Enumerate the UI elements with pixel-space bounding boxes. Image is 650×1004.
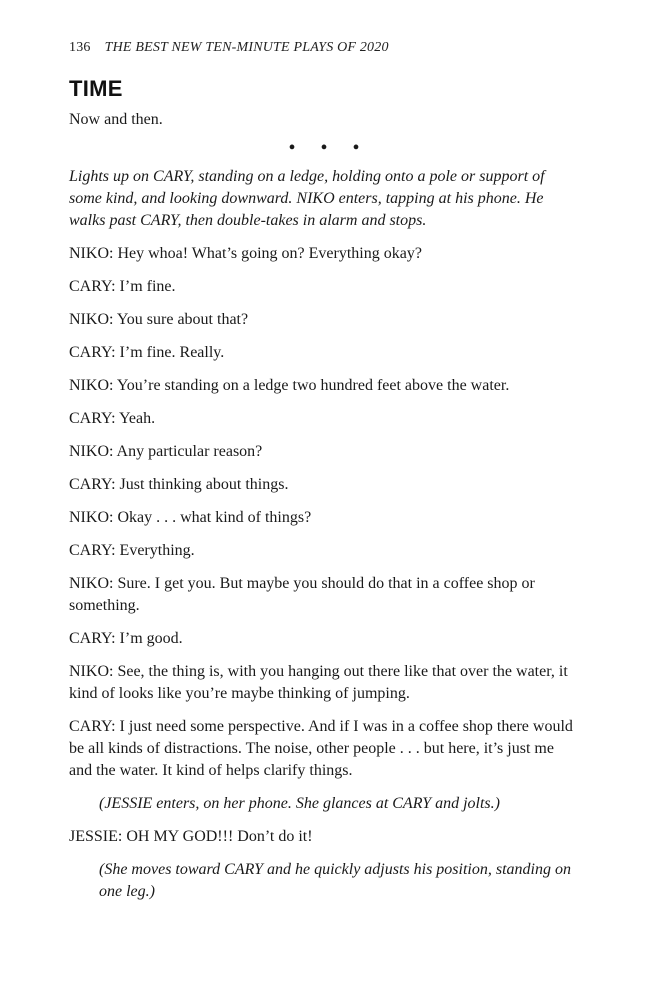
dialogue-line: NIKO: Any particular reason? <box>69 443 263 460</box>
dialogue-line: CARY: I just need some perspective. And if I was in a coffee shop there would be all kinds of distractions. The noise, other people . . . but here, it’s just me and the water. It kind of helps clarify things. <box>69 718 573 779</box>
dialogue-line: NIKO: Sure. I get you. But maybe you should do that in a coffee shop or something. <box>69 575 535 614</box>
stage-direction-indented: (JESSIE enters, on her phone. She glances at CARY and jolts.) <box>99 795 500 812</box>
running-header <box>69 40 579 56</box>
dialogue-line: CARY: Yeah. <box>69 410 156 427</box>
dialogue-line: NIKO: Hey whoa! What’s going on? Everything okay? <box>69 245 422 262</box>
dialogue-line: CARY: I’m fine. <box>69 278 176 295</box>
dialogue-line: CARY: I’m good. <box>69 630 183 647</box>
scene-divider: • • • <box>288 137 370 159</box>
dialogue-line: NIKO: See, the thing is, with you hanging out there like that over the water, it kind of looks like you’re maybe thinking of jumping. <box>69 663 568 702</box>
stage-direction-indented: (She moves toward CARY and he quickly adjusts his position, standing on one leg.) <box>99 861 571 900</box>
play-title: TIME <box>69 76 123 101</box>
dialogue-line: NIKO: You sure about that? <box>69 311 249 328</box>
stage-direction: Lights up on CARY, standing on a ledge, holding onto a pole or support of some kind, and looking downward. NIKO enters, tapping at his phone. He walks past CARY, then double-takes in alarm and stops. <box>69 168 545 229</box>
dialogue-line: NIKO: You’re standing on a ledge two hundred feet above the water. <box>69 377 510 394</box>
dialogue-line: NIKO: Okay . . . what kind of things? <box>69 509 312 526</box>
setting-time: Now and then. <box>69 111 163 128</box>
book-page <box>69 40 579 914</box>
dialogue-line: CARY: Just thinking about things. <box>69 476 289 493</box>
dialogue-line: JESSIE: OH MY GOD!!! Don’t do it! <box>69 828 313 845</box>
dialogue-line: CARY: Everything. <box>69 542 195 559</box>
dialogue-line: CARY: I’m fine. Really. <box>69 344 225 361</box>
page-number: 136 <box>69 40 91 55</box>
book-title: THE BEST NEW TEN-MINUTE PLAYS OF 2020 <box>104 40 389 55</box>
